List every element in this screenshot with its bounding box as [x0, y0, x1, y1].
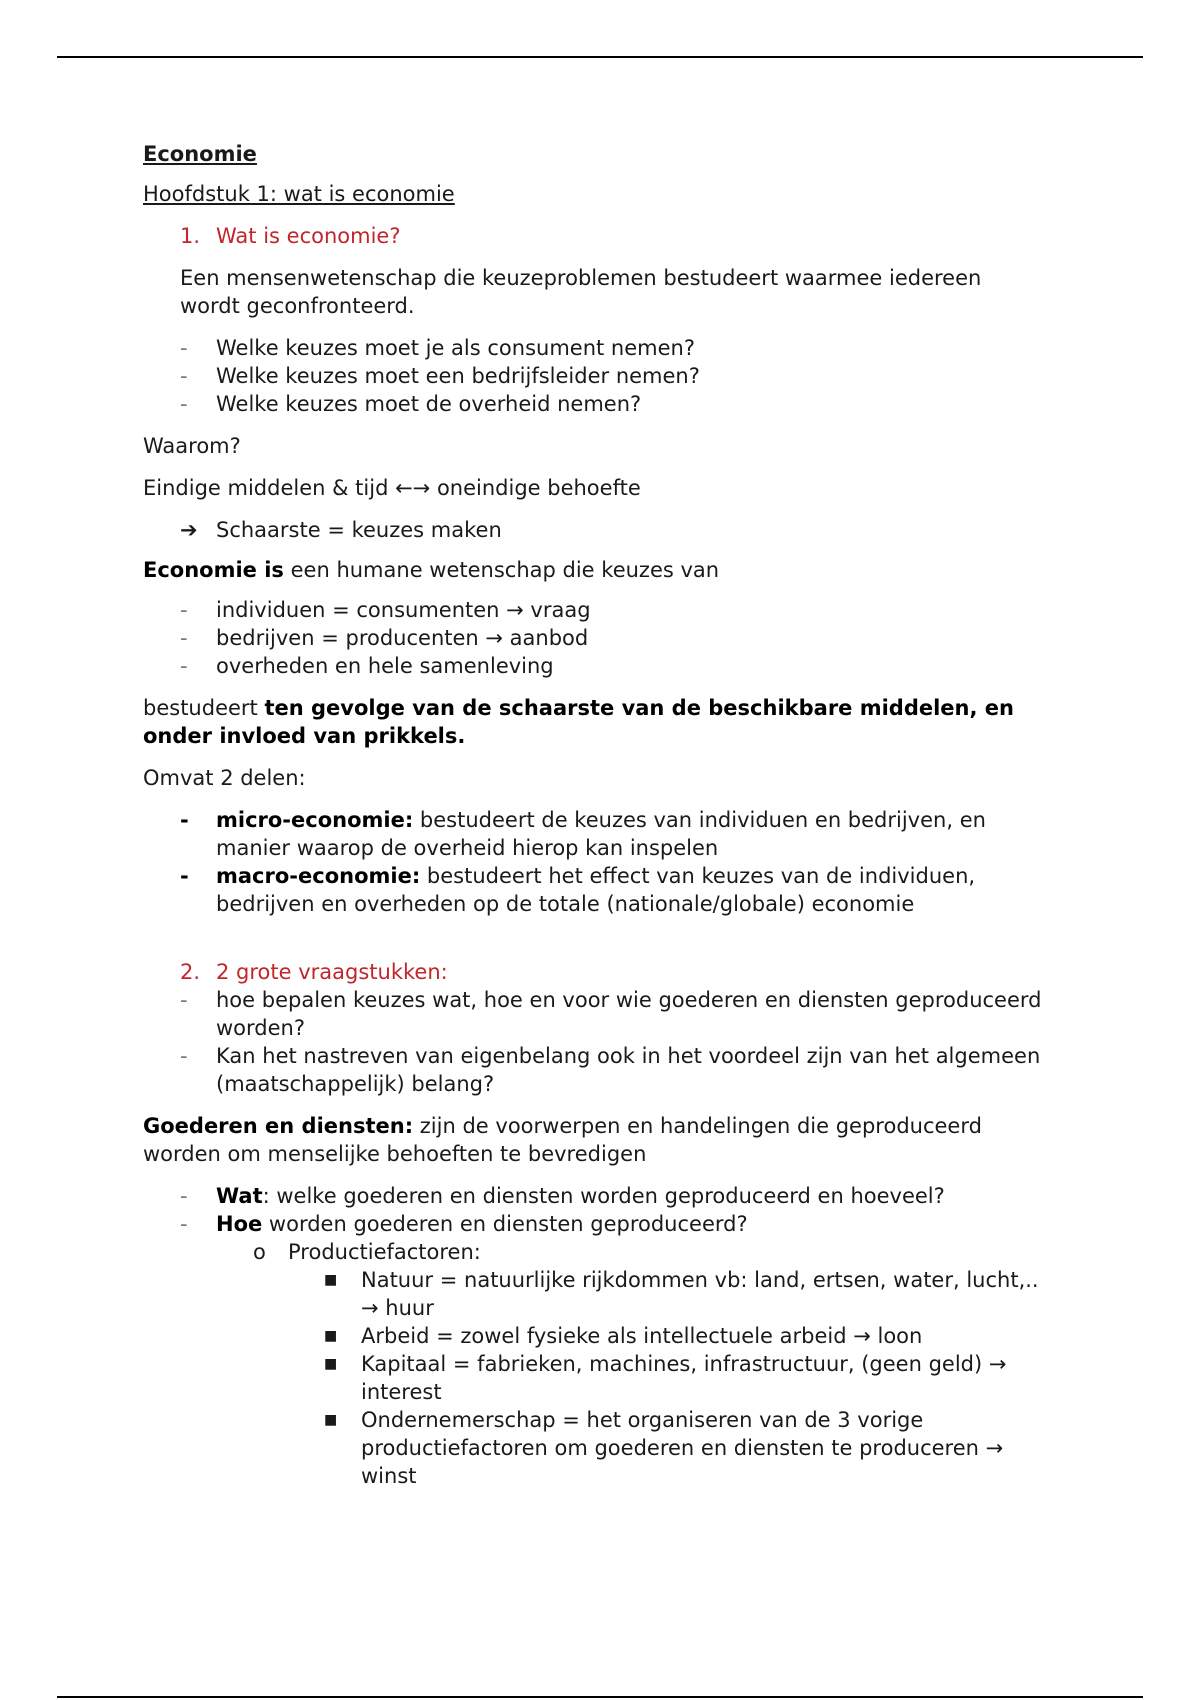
list-item: - hoe bepalen keuzes wat, hoe en voor wie goederen en diensten geproduceerd worden?	[180, 988, 1042, 1040]
list-item: ■ Kapitaal = fabrieken, machines, infrastructuur, (geen geld) → interest	[324, 1352, 1007, 1404]
section-2-heading	[180, 958, 1043, 986]
list-item: ■ Ondernemerschap = het organiseren van de 3 vorige productiefactoren om goederen en diensten te produceren → winst	[324, 1408, 1004, 1488]
list-item: - Welke keuzes moet de overheid nemen?	[180, 392, 642, 416]
section-1-number: 1.	[180, 224, 201, 248]
section-1-heading	[180, 222, 1043, 250]
list-item: - bedrijven = producenten → aanbod	[180, 626, 589, 650]
document-body	[143, 140, 1043, 1490]
list-item: ■ Arbeid = zowel fysieke als intellectuele arbeid → loon	[324, 1324, 923, 1348]
list-item: - micro-economie: bestudeert de keuzes van individuen en bedrijven, en manier waarop de overheid hierop kan inspelen	[180, 808, 986, 860]
production-factors-heading: o Productiefactoren:	[253, 1240, 481, 1264]
footer-rule	[57, 1696, 1143, 1698]
section-2-number: 2.	[180, 960, 201, 984]
list-item: - Welke keuzes moet je als consument nemen?	[180, 336, 695, 360]
arrow-icon: ➔	[180, 518, 198, 542]
actors-list	[143, 596, 1043, 680]
list-item: - Welke keuzes moet een bedrijfsleider nemen?	[180, 364, 700, 388]
definition-paragraph: Een mensenwetenschap die keuzeproblemen bestudeert waarmee iedereen wordt geconfronteerd.	[180, 266, 982, 318]
choice-questions-list	[143, 334, 1043, 418]
list-item: - macro-economie: bestudeert het effect van keuzes van de individuen, bedrijven en overheden op de totale (nationale/globale) economie	[180, 864, 976, 916]
chapter-heading: Hoofdstuk 1: wat is economie	[143, 182, 455, 206]
section-1-title: Wat is economie?	[216, 224, 401, 248]
scarcity-line	[180, 516, 1043, 544]
header-rule	[57, 56, 1143, 58]
finite-means-text: Eindige middelen & tijd ←→ oneindige behoefte	[143, 476, 641, 500]
list-item: ■ Natuur = natuurlijke rijkdommen vb: land, ertsen, water, lucht,.. → huur	[324, 1268, 1039, 1320]
section-2-title: 2 grote vraagstukken:	[216, 960, 448, 984]
scarcity-text: Schaarste = keuzes maken	[216, 518, 502, 542]
parts-list	[143, 806, 1043, 918]
list-item: - individuen = consumenten → vraag	[180, 598, 591, 622]
studies-paragraph: bestudeert ten gevolge van de schaarste van de beschikbare middelen, en onder invloed van prikkels.	[143, 696, 1014, 748]
parts-intro: Omvat 2 delen:	[143, 766, 306, 790]
document-title: Economie	[143, 142, 257, 166]
production-factors-list	[143, 1266, 1043, 1490]
list-item: - Hoe worden goederen en diensten geproduceerd?	[180, 1212, 748, 1236]
big-questions-list	[143, 986, 1043, 1098]
list-item: - Wat: welke goederen en diensten worden geproduceerd en hoeveel?	[180, 1184, 945, 1208]
why-text: Waarom?	[143, 434, 241, 458]
list-item: - overheden en hele samenleving	[180, 654, 554, 678]
economics-definition: Economie is een humane wetenschap die keuzes van	[143, 558, 720, 582]
list-item: - Kan het nastreven van eigenbelang ook in het voordeel zijn van het algemeen (maatschappelijk) belang?	[180, 1044, 1041, 1096]
goods-definition: Goederen en diensten: zijn de voorwerpen en handelingen die geproduceerd worden om menselijke behoeften te bevredigen	[143, 1114, 982, 1166]
wat-hoe-list	[143, 1182, 1043, 1238]
